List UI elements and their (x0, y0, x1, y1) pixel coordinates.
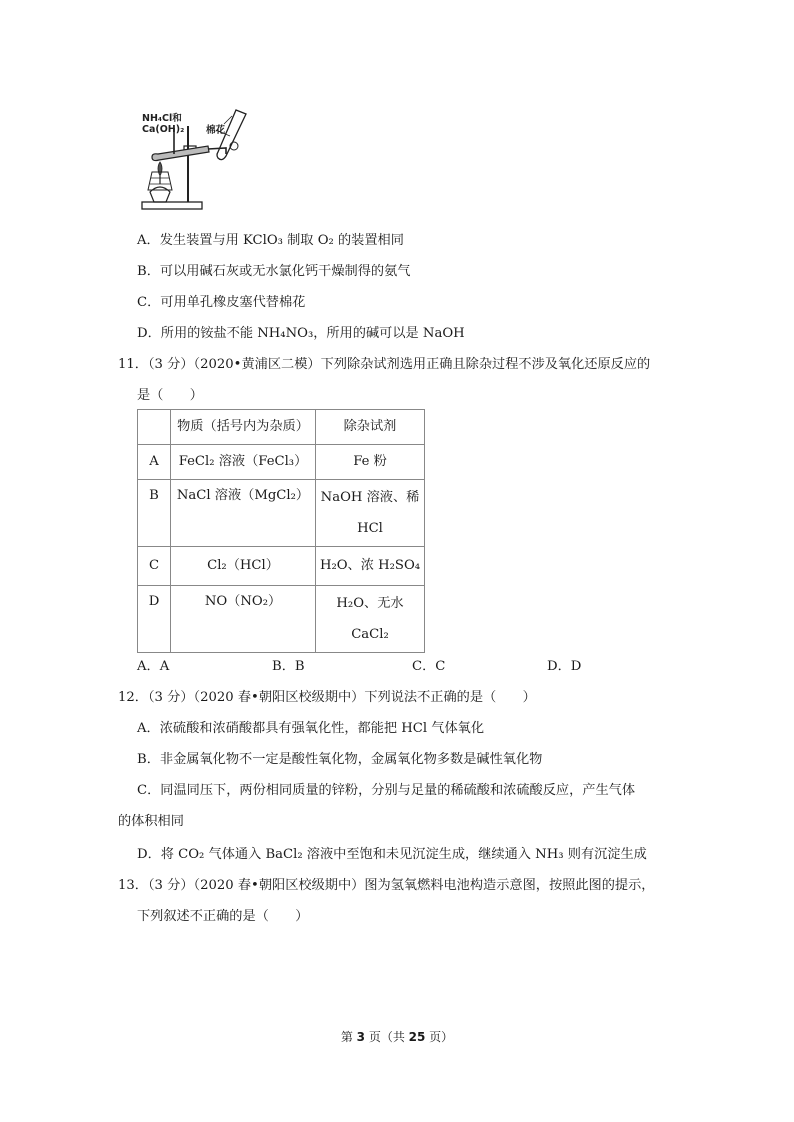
table-cell-line: HCl (357, 521, 383, 536)
table-cell-multiline (316, 586, 425, 653)
table-cell: A (138, 445, 171, 480)
footer-middle: 页（共 (365, 1030, 409, 1044)
q11-stem-cont: 是（ ） (137, 388, 203, 403)
cotton-label: 棉花 (206, 125, 226, 136)
q12-option-a: A．浓硫酸和浓硝酸都具有强氧化性，都能把 HCl 气体氧化 (137, 721, 485, 736)
table-row (138, 480, 425, 547)
q10-option-b: B．可以用碱石灰或无水氯化钙干燥制得的氨气 (137, 264, 411, 279)
q10-option-a: A．发生装置与用 KClO₃ 制取 O₂ 的装置相同 (137, 233, 404, 248)
q12-option-d: D．将 CO₂ 气体通入 BaCl₂ 溶液中至饱和未见沉淀生成，继续通入 NH₃ 则有沉淀生成 (137, 847, 647, 862)
table-row (138, 547, 425, 586)
table-cell: H₂O、浓 H₂SO₄ (316, 547, 425, 586)
q12-option-c-cont: 的体积相同 (118, 814, 184, 829)
q10-option-c: C．可用单孔橡皮塞代替棉花 (137, 295, 306, 310)
q13-stem-cont: 下列叙述不正确的是（ ） (137, 909, 309, 924)
table-cell: FeCl₂ 溶液（FeCl₃） (171, 445, 316, 480)
table-cell: B (138, 480, 171, 547)
table-cell: Cl₂（HCl） (171, 547, 316, 586)
page-footer (0, 1028, 794, 1045)
q12-option-b: B．非金属氧化物不一定是酸性氧化物，金属氧化物多数是碱性氧化物 (137, 752, 543, 767)
reagent-label-2: Ca(OH)₂ (142, 124, 185, 135)
q12-option-c: C．同温同压下，两份相同质量的锌粉，分别与足量的稀硫酸和浓硫酸反应，产生气体 (137, 783, 636, 798)
table-cell-line: CaCl₂ (351, 627, 389, 642)
q12-stem: 12．（3 分）（2020 春•朝阳区校级期中）下列说法不正确的是（ ） (118, 690, 536, 705)
q11-option-b: B．B (272, 659, 305, 674)
q10-option-d: D．所用的铵盐不能 NH₄NO₃，所用的碱可以是 NaOH (137, 326, 465, 341)
footer-prefix: 第 (340, 1030, 357, 1044)
table-cell: NaCl 溶液（MgCl₂） (171, 480, 316, 547)
table-cell-line: NaOH 溶液、稀 (320, 490, 420, 505)
table-header-row (138, 410, 425, 445)
q11-option-c: C．C (412, 659, 446, 674)
table-header-cell: 除杂试剂 (316, 410, 425, 445)
table-cell-multiline (316, 480, 425, 547)
purification-table (137, 409, 425, 653)
table-row (138, 586, 425, 653)
q11-option-a: A．A (137, 659, 170, 674)
ammonia-apparatus-figure (140, 106, 264, 214)
table-header-cell (138, 410, 171, 445)
q11-option-d: D．D (547, 659, 582, 674)
table-row (138, 445, 425, 480)
table-cell: C (138, 547, 171, 586)
table-cell: Fe 粉 (316, 445, 425, 480)
footer-suffix: 页） (425, 1030, 454, 1044)
q13-stem: 13．（3 分）（2020 春•朝阳区校级期中）图为氢氧燃料电池构造示意图，按照此图的提示， (118, 878, 655, 893)
footer-total-pages: 25 (408, 1030, 426, 1044)
reagent-label: NH₄Cl和 (142, 113, 182, 124)
footer-page-number: 3 (356, 1030, 365, 1044)
table-header-cell: 物质（括号内为杂质） (171, 410, 316, 445)
table-cell: NO（NO₂） (171, 586, 316, 653)
table-cell-line: H₂O、无水 (336, 596, 404, 611)
table-cell: D (138, 586, 171, 653)
q11-stem: 11．（3 分）（2020•黄浦区二模）下列除杂试剂选用正确且除杂过程不涉及氧化还原反应的 (118, 357, 651, 372)
